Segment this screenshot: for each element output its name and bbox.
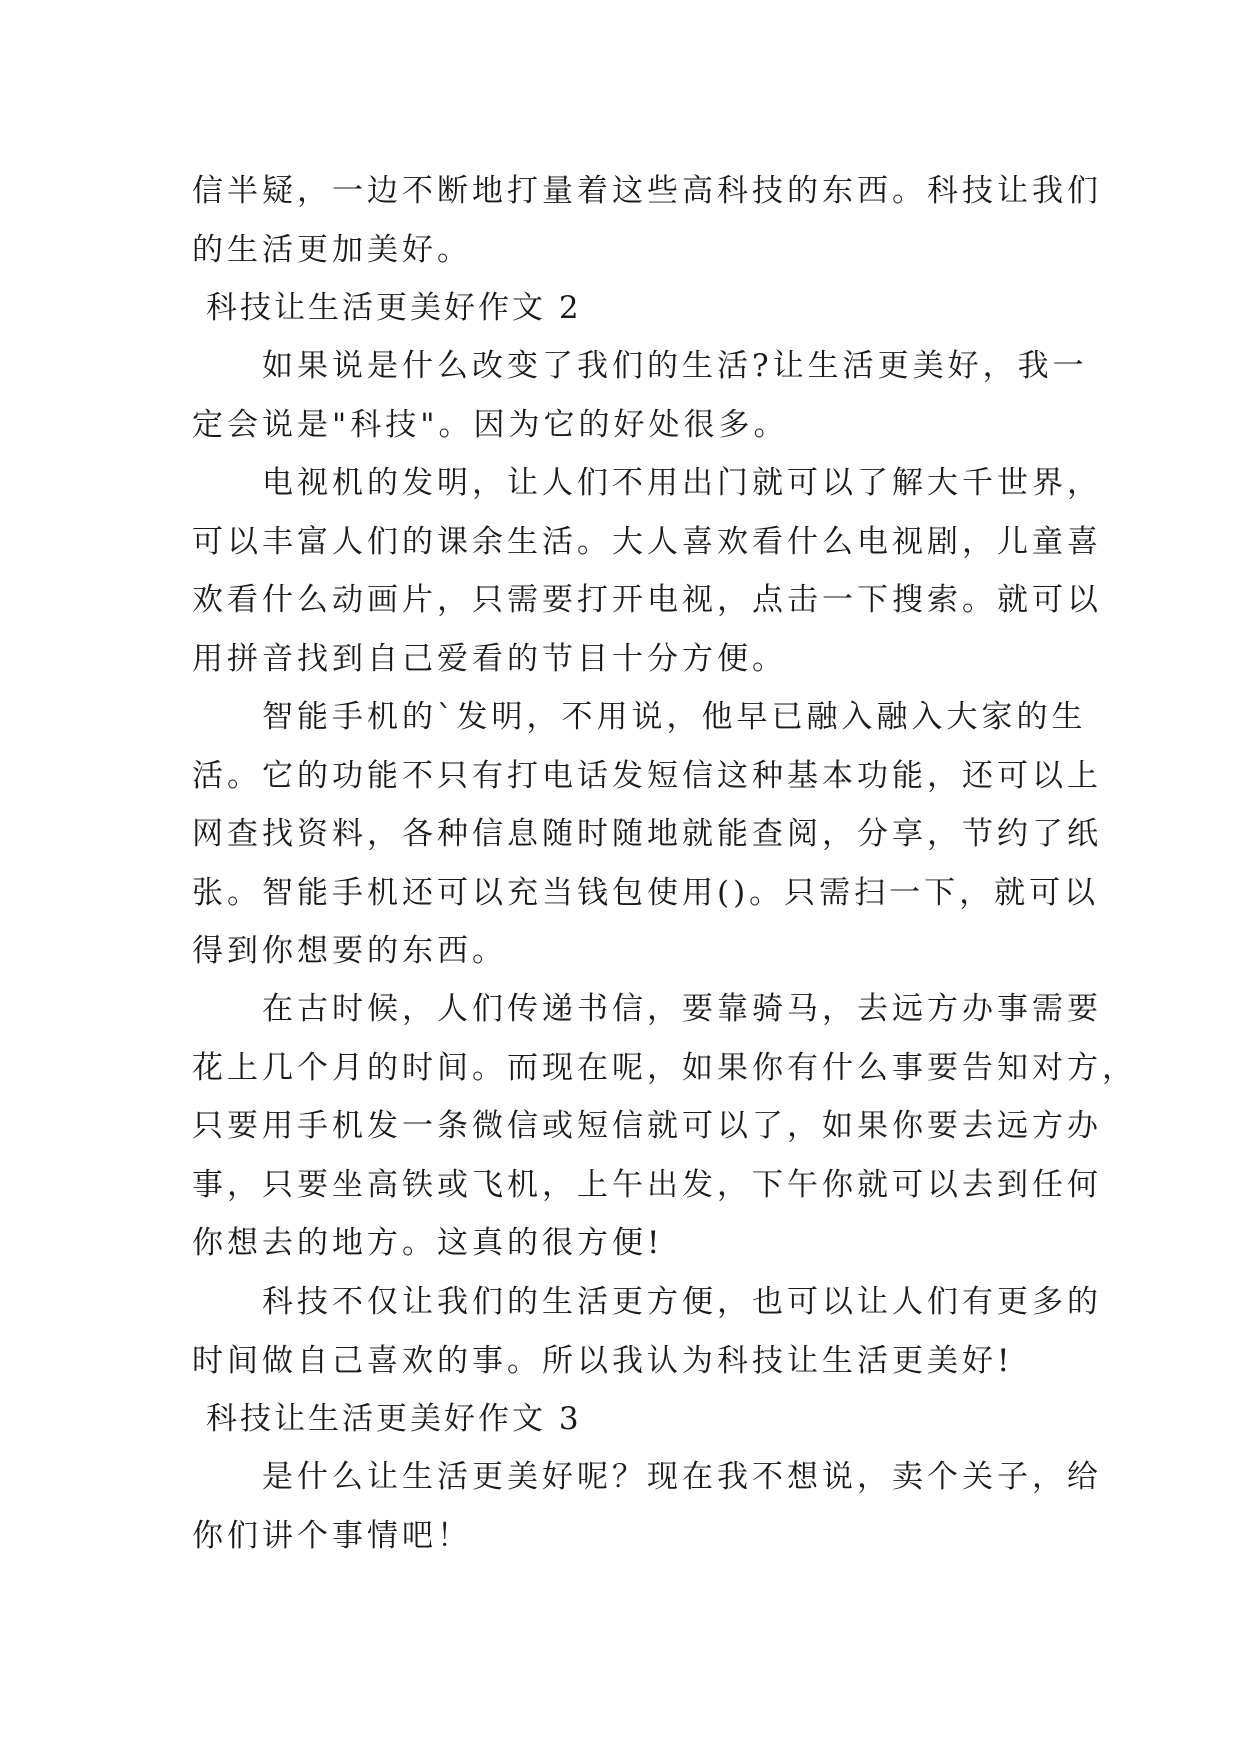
- text-line: 只要用手机发一条微信或短信就可以了，如果你要去远方办: [192, 1108, 1102, 1144]
- essay-2-paragraph-4: [192, 980, 1137, 1273]
- essay-3-paragraph-1: [192, 1448, 1102, 1565]
- text-line: 网查找资料，各种信息随时随地就能查阅，分享，节约了纸: [192, 816, 1102, 852]
- text-line: 花上几个月的时间。而现在呢，如果你有什么事要告知对方，: [192, 1049, 1137, 1086]
- intro-continuation-paragraph: [192, 162, 1102, 279]
- essay-2-heading: 科技让生活更美好作文 2: [206, 290, 582, 326]
- text-line: 科技不仅让我们的生活更方便，也可以让人们有更多的: [192, 1284, 1102, 1320]
- text-line: 时间做自己喜欢的事。所以我认为科技让生活更美好!: [192, 1342, 1014, 1379]
- text-line: 活。它的功能不只有打电话发短信这种基本功能，还可以上: [192, 757, 1102, 794]
- text-line: 信半疑，一边不断地打量着这些高科技的东西。科技让我们: [192, 173, 1102, 209]
- text-line: 是什么让生活更美好呢？现在我不想说，卖个关子，给: [192, 1459, 1102, 1495]
- text-line: 你想去的地方。这真的很方便!: [192, 1225, 664, 1261]
- text-line: 智能手机的`发明，不用说，他早已融入融入大家的生: [192, 699, 1087, 735]
- essay-2-paragraph-2: [192, 454, 1102, 688]
- text-line: 如果说是什么改变了我们的生活?让生活更美好，我一: [192, 348, 1088, 384]
- text-line: 张。智能手机还可以充当钱包使用()。只需扫一下，就可以: [192, 874, 1100, 911]
- text-line: 事，只要坐高铁或飞机，上午出发，下午你就可以去到任何: [192, 1166, 1102, 1203]
- text-line: 的生活更加美好。: [192, 231, 472, 268]
- text-line: 电视机的发明，让人们不用出门就可以了解大千世界，: [192, 465, 1102, 501]
- text-line: 用拼音找到自己爱看的节目十分方便。: [192, 640, 787, 677]
- text-line: 可以丰富人们的课余生活。大人喜欢看什么电视剧，儿童喜: [192, 523, 1102, 560]
- text-line: 你们讲个事情吧！: [192, 1517, 472, 1554]
- text-line: 得到你想要的东西。: [192, 933, 507, 969]
- essay-2-paragraph-1: [192, 337, 1088, 454]
- essay-2-paragraph-3: [192, 688, 1102, 981]
- essay-3-heading: 科技让生活更美好作文 3: [206, 1401, 582, 1437]
- essay-2-paragraph-5: [192, 1273, 1102, 1390]
- text-line: 欢看什么动画片，只需要打开电视，点击一下搜索。就可以: [192, 582, 1102, 618]
- text-line: 在古时候，人们传递书信，要靠骑马，去远方办事需要: [192, 991, 1102, 1027]
- text-line: 定会说是"科技"。因为它的好处很多。: [192, 406, 789, 443]
